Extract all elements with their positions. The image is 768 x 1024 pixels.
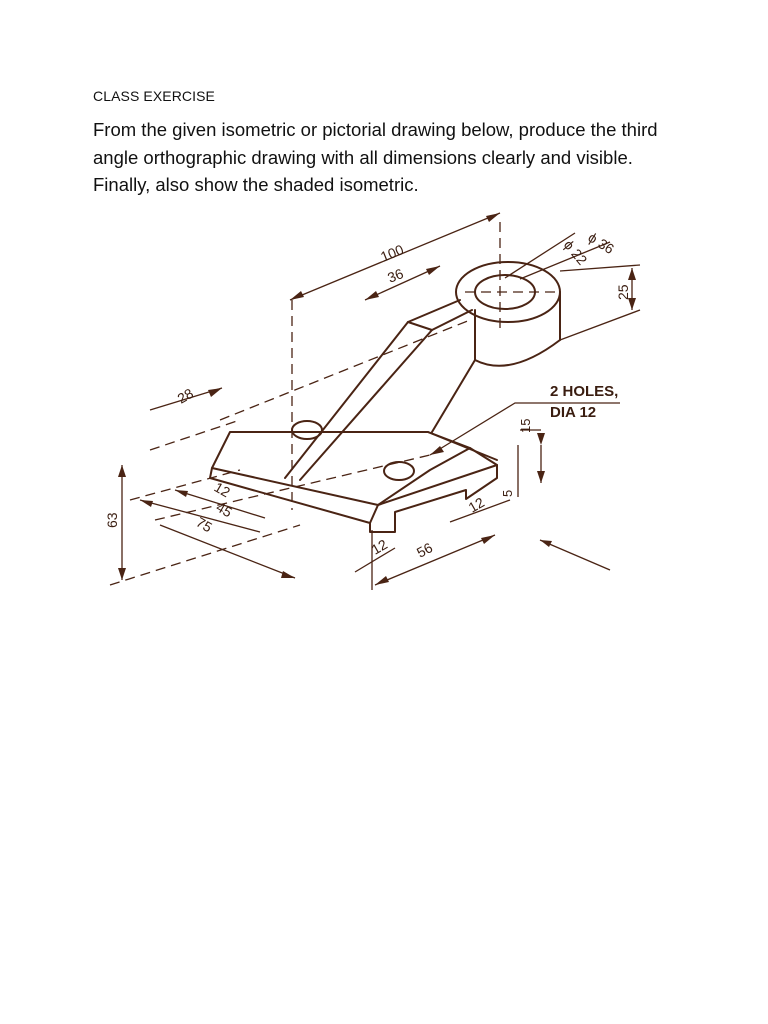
dim-36: 36 [385, 265, 406, 286]
holes-note-line1: 2 HOLES, [550, 383, 619, 400]
dim-5: 5 [500, 489, 515, 497]
dim-dia36: ϕ 36 [585, 228, 618, 258]
dim-100: 100 [378, 241, 406, 265]
dim-12-left: 12 [211, 478, 233, 501]
dim-12-right: 12 [465, 493, 487, 516]
dim-28: 28 [174, 384, 196, 407]
isometric-drawing [90, 200, 650, 605]
exercise-heading: CLASS EXERCISE [93, 88, 215, 104]
boss-cylinder [456, 262, 560, 366]
dim-75: 75 [193, 513, 215, 536]
dim-12-bottom: 12 [368, 535, 390, 558]
dim-25: 25 [615, 284, 631, 300]
rib-arm [285, 300, 475, 480]
holes-note-line2: DIA 12 [550, 404, 597, 421]
base-plate [210, 432, 497, 532]
dim-dia22: ϕ 22 [560, 236, 591, 268]
dim-63: 63 [104, 512, 120, 528]
dim-15: 15 [518, 418, 533, 433]
dim-45: 45 [213, 498, 235, 521]
exercise-instructions: From the given isometric or pictorial drawing below, produce the third angle orthographic drawing with all dimensions clearly and visible. Finally, also show the shaded isometric. [93, 119, 658, 195]
dim-56: 56 [413, 539, 436, 561]
base-holes [292, 421, 414, 480]
